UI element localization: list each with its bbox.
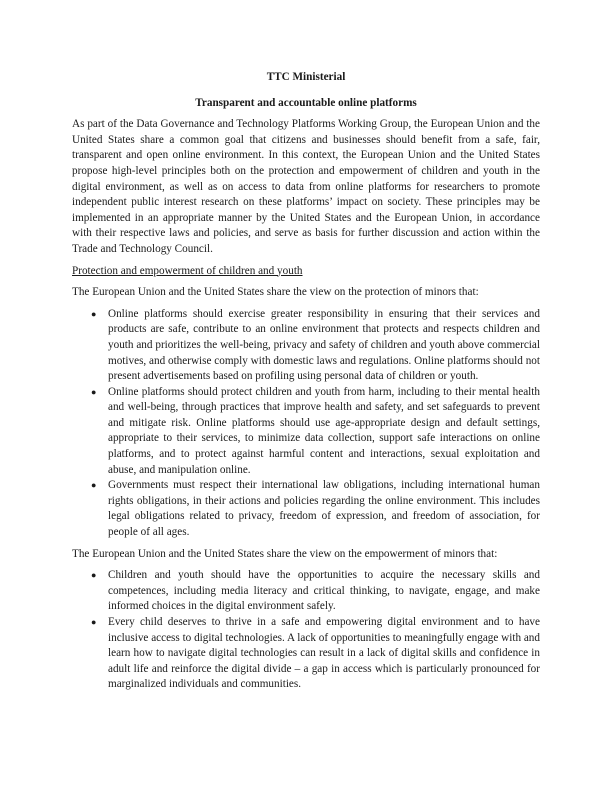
document-page — [72, 70, 540, 699]
list-item-text: Online platforms should exercise greater responsibility in ensuring that their services and products are safe, contribute to an online environment that protects and respects children and youth and prioritizes the well-being, privacy and safety of children and youth above commercial motives, and otherwise comply with domestic laws and regulations. Online platforms should not present advertisements based on profiling using personal data of children or youth. — [108, 307, 540, 383]
list-item-text: Online platforms should protect children and youth from harm, including to their mental health and well-being, through practices that improve health and safety, and set safeguards to prevent and mitigate risk. Online platforms should use age-appropriate design and default settings, appropriate to their services, to minimize data collection, support safe interactions on online platforms, and to protect against harmful content and interactions, sexual exploitation and abuse, and manipulation online. — [108, 385, 540, 476]
intro-paragraph: As part of the Data Governance and Technology Platforms Working Group, the European Union and the United States share a common goal that citizens and businesses should benefit from a safe, fair, transparent and open online environment. In this context, the European Union and the United States propose high-level principles both on the protection and empowerment of children and youth in the digital environment, as well as on access to data from online platforms for researchers to promote independent public interest research on these platforms’ impact on society. These principles may be implemented in an appropriate manner by the United States and the European Union, in accordance with their respective laws and policies, and serve as basis for further discussion and action within the Trade and Technology Council. — [72, 118, 540, 255]
list-item-text: Children and youth should have the opportunities to acquire the necessary skills and competences, including media literacy and critical thinking, to navigate, engage, and make informed choices in the digital environment safely. — [108, 569, 540, 613]
document-title: TTC Ministerial — [266, 71, 346, 83]
section-heading: Protection and empowerment of children and youth — [72, 264, 303, 277]
protection-lead-paragraph: The European Union and the United States share the view on the protection of minors that: — [72, 286, 479, 299]
bullet-icon: ● — [91, 308, 97, 319]
bullet-icon: ● — [91, 480, 97, 491]
list-item — [91, 568, 540, 615]
document-subtitle: Transparent and accountable online platforms — [195, 96, 417, 109]
empowerment-lead-paragraph: The European Union and the United States share the view on the empowerment of minors that: — [72, 547, 498, 560]
list-item — [91, 478, 540, 540]
list-item-text: Every child deserves to thrive in a safe and empowering digital environment and to have inclusive access to digital technologies. A lack of opportunities to meaningfully engage with and learn how to navigate digital technologies can result in a lack of digital skills and confidence in adult life and reinforce the digital divide – a gap in access which is particularly pronounced for marginalized individuals and communities. — [108, 616, 540, 691]
list-item-text: Governments must respect their international law obligations, including international human rights obligations, in their actions and policies regarding the online environment. This includes legal obligations related to privacy, freedom of expression, and freedom of association, for people of all ages. — [108, 479, 540, 539]
list-item — [91, 615, 540, 693]
bullet-icon: ● — [91, 570, 97, 581]
bullet-icon: ● — [91, 386, 97, 397]
list-item — [91, 307, 540, 385]
bullet-icon: ● — [91, 617, 97, 627]
list-item — [91, 385, 540, 479]
protection-list — [72, 307, 540, 541]
empowerment-list — [72, 568, 540, 693]
